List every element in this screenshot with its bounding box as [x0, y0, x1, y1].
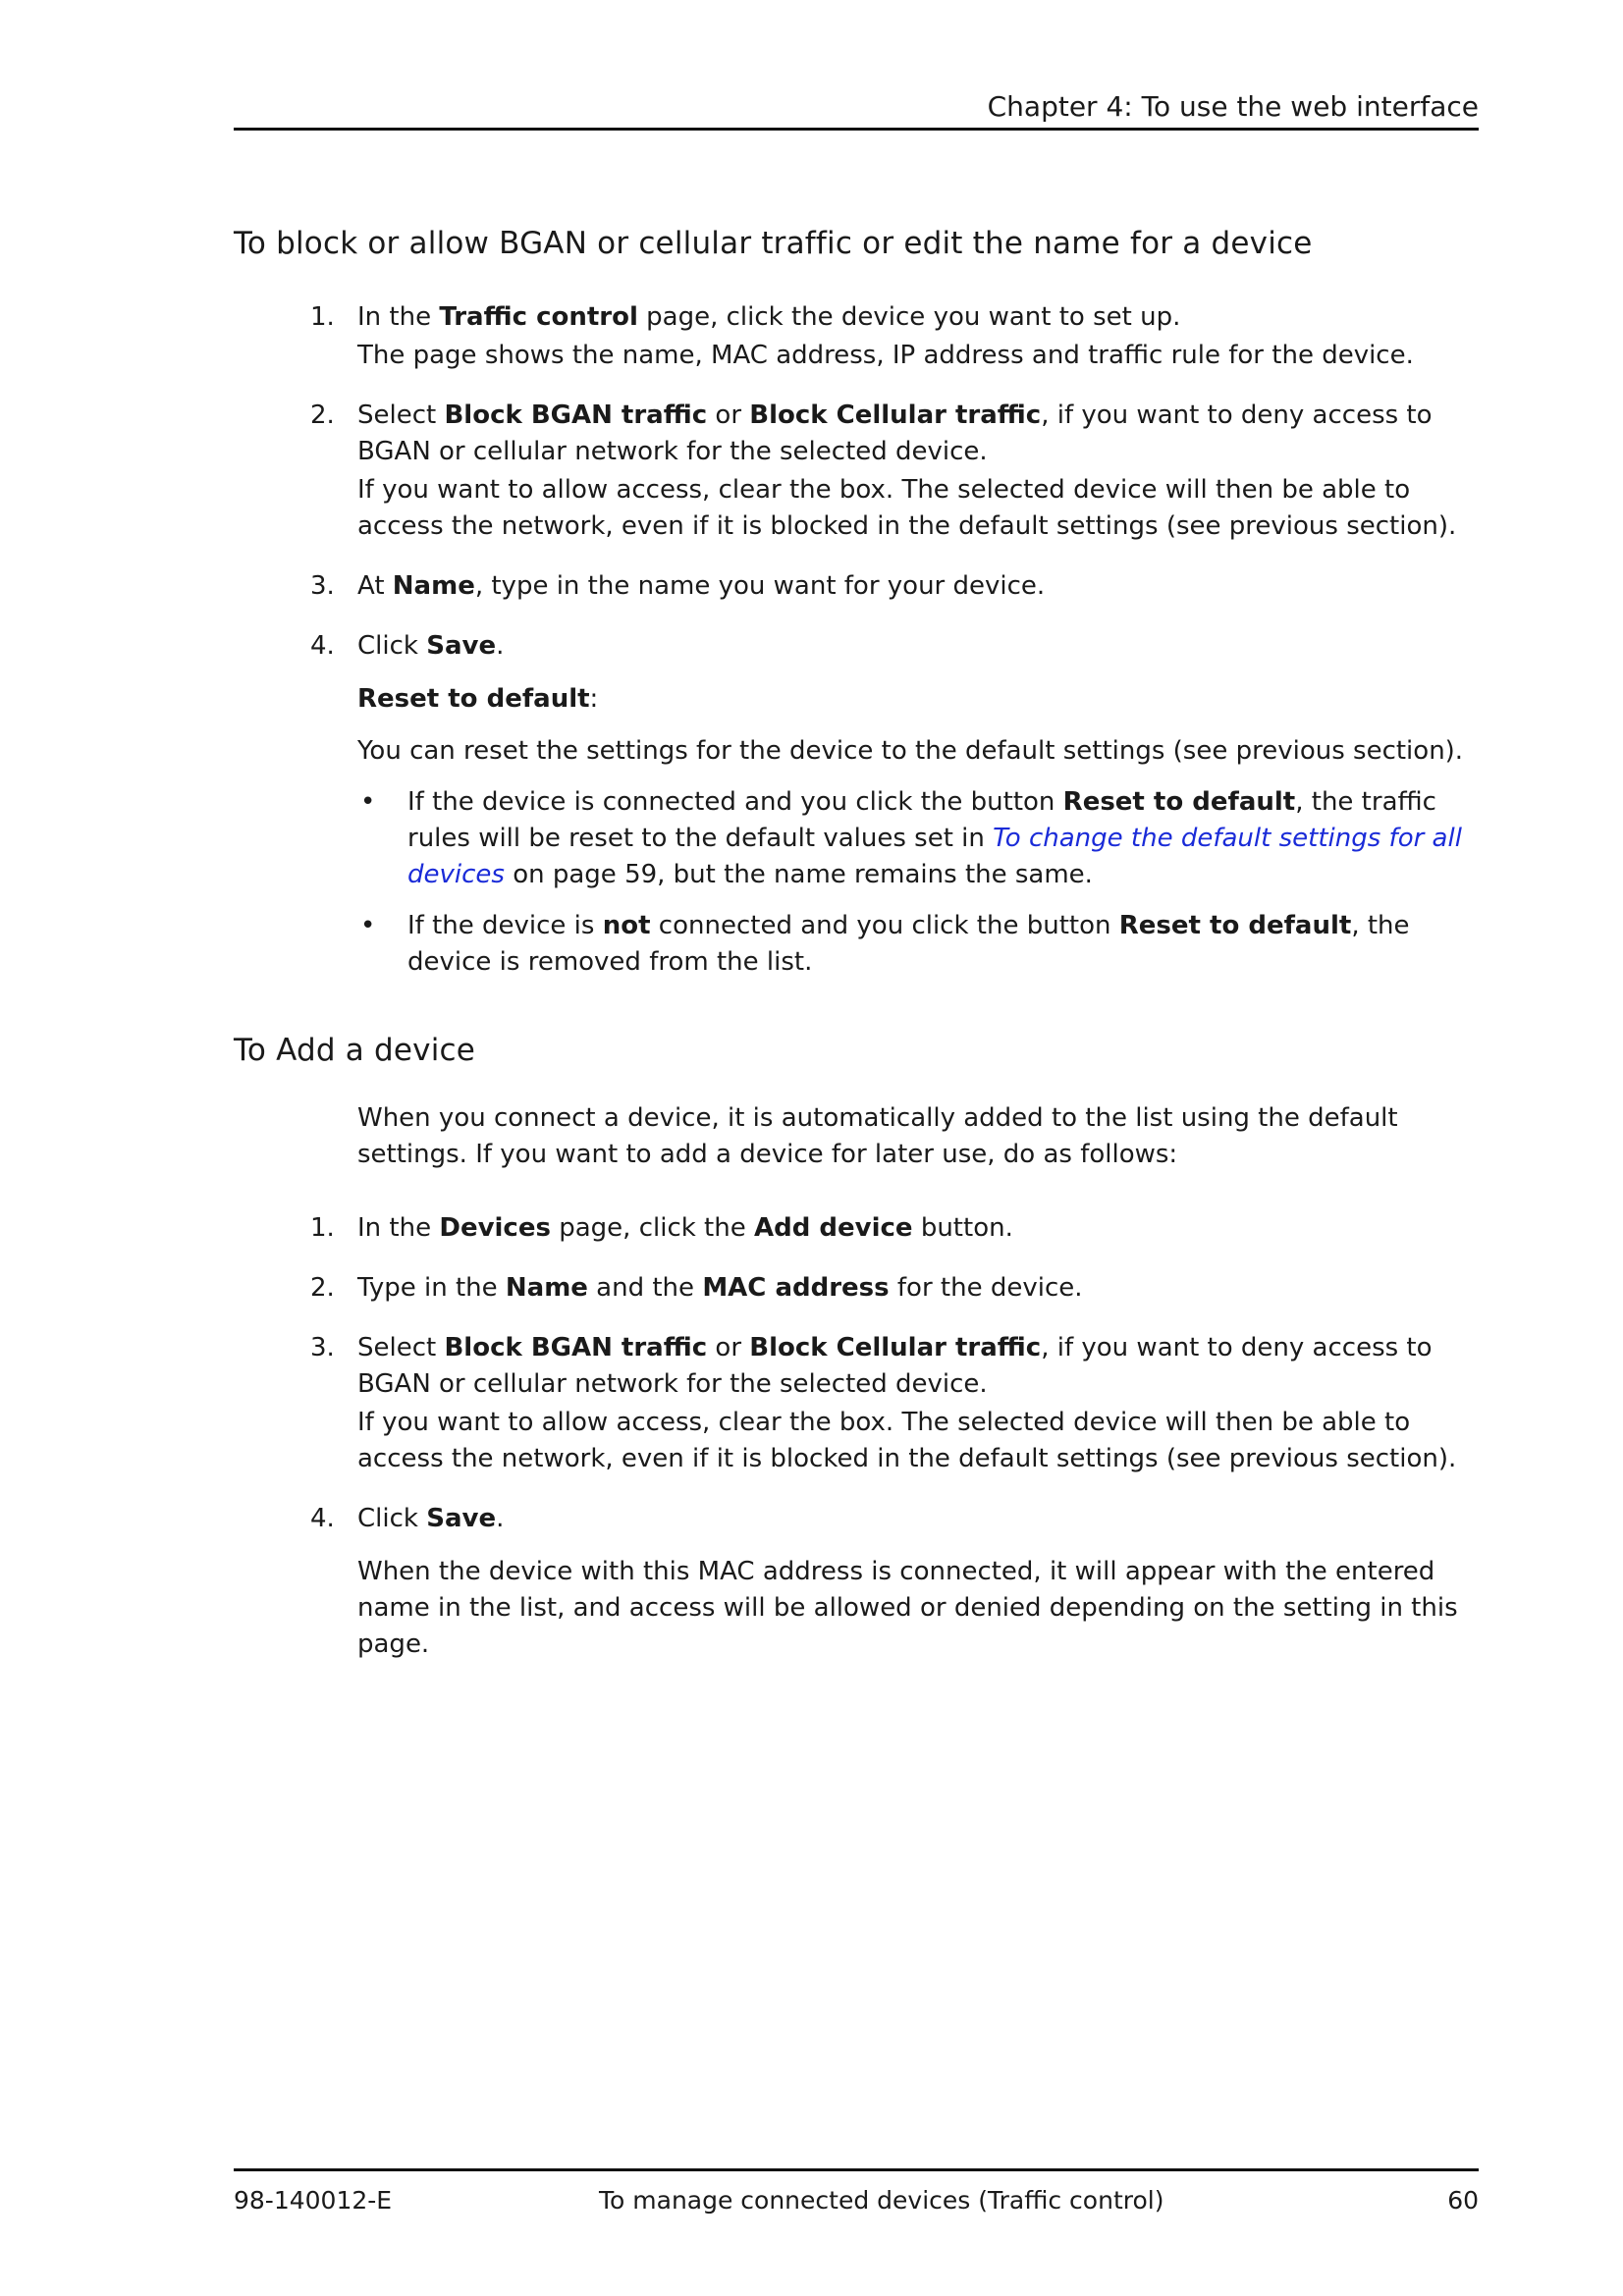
add-device-closing: When the device with this MAC address is connected, it will appear with the entered name in the list, and access will be allowed or denied depending on the setting in this page. — [357, 1557, 1458, 1659]
step-number: 1. — [310, 1213, 335, 1243]
ui-term: Save — [426, 1504, 497, 1533]
page-number: 60 — [1447, 2186, 1479, 2215]
bullet-item-not-connected: • If the device is not connected and you click the button Reset to default, the device is removed from the list. — [407, 908, 1478, 981]
list-item-step-4: 4. Click Save. — [357, 1501, 1477, 1537]
emphasis: not — [602, 911, 651, 940]
ui-term: Save — [426, 631, 497, 661]
ui-term: Block Cellular traffic — [749, 1333, 1042, 1362]
ui-term: Traffic control — [439, 302, 638, 332]
ui-term: Block Cellular traffic — [749, 400, 1042, 430]
step-number: 3. — [310, 571, 335, 601]
step-number: 2. — [310, 1273, 335, 1303]
document-number: 98-140012-E — [234, 2186, 393, 2215]
step-number: 2. — [310, 400, 335, 430]
footer-divider — [234, 2168, 1479, 2171]
section-heading-block-allow: To block or allow BGAN or cellular traffic or edit the name for a device — [234, 226, 1313, 261]
step-number: 4. — [310, 1504, 335, 1533]
list-item-step-2: 2. Type in the Name and the MAC address for the device. — [357, 1270, 1477, 1307]
ui-term: Name — [505, 1273, 588, 1303]
step-number: 4. — [310, 631, 335, 661]
cross-reference-link[interactable]: To change the default settings for all devices — [407, 824, 1462, 889]
bullet-item-connected: • If the device is connected and you click the button Reset to default, the traffic rules will be reset to the default values set in To change the default settings for all devices on page 59, but the name remains the same. — [407, 784, 1478, 893]
ui-term: MAC address — [702, 1273, 890, 1303]
step-note: If you want to allow access, clear the box. The selected device will then be able to access the network, even if it is blocked in the default settings (see previous section). — [357, 1408, 1457, 1473]
ui-term: Name — [392, 571, 475, 601]
section-heading-add-device: To Add a device — [234, 1033, 476, 1068]
ui-term: Block BGAN traffic — [444, 1333, 708, 1362]
reset-description: You can reset the settings for the device to the default settings (see previous section). — [357, 736, 1464, 766]
list-item-step-1: 1. In the Devices page, click the Add device button. — [357, 1210, 1477, 1247]
chapter-title: Chapter 4: To use the web interface — [987, 90, 1479, 123]
header-divider — [234, 128, 1479, 131]
ui-term: Add device — [754, 1213, 913, 1243]
list-item-step-3: 3. At Name, type in the name you want for your device. — [357, 568, 1477, 605]
list-item-step-4: 4. Click Save. — [357, 628, 1477, 665]
step-number: 1. — [310, 302, 335, 332]
bullet-icon: • — [360, 787, 376, 817]
add-device-intro: When you connect a device, it is automatically added to the list using the default settings. If you want to add a device for later use, do as follows: — [357, 1103, 1398, 1169]
ui-term: Reset to default — [1118, 911, 1352, 940]
bullet-icon: • — [360, 911, 376, 940]
ui-term: Reset to default — [1062, 787, 1296, 817]
list-item-step-1: 1. In the Traffic control page, click the device you want to set up. The page shows the name, MAC address, IP address and traffic rule for the device. — [357, 299, 1477, 374]
ui-term: Devices — [439, 1213, 551, 1243]
step-number: 3. — [310, 1333, 335, 1362]
reset-subheading: Reset to default: — [357, 684, 599, 714]
footer-section-name: To manage connected devices (Traffic control) — [599, 2186, 1164, 2215]
step-note: If you want to allow access, clear the box. The selected device will then be able to access the network, even if it is blocked in the default settings (see previous section). — [357, 475, 1457, 541]
list-item-step-2: 2. Select Block BGAN traffic or Block Cellular traffic, if you want to deny access to BGAN or cellular network for the selected device. If you want to allow access, clear the box. The selected device will then be able to access the network, even if it is blocked in the default settings (see previous section). — [357, 398, 1477, 545]
list-item-step-3: 3. Select Block BGAN traffic or Block Cellular traffic, if you want to deny access to BGAN or cellular network for the selected device. If you want to allow access, clear the box. The selected device will then be able to access the network, even if it is blocked in the default settings (see previous section). — [357, 1330, 1477, 1477]
step-note: The page shows the name, MAC address, IP address and traffic rule for the device. — [357, 341, 1414, 370]
ui-term: Block BGAN traffic — [444, 400, 708, 430]
